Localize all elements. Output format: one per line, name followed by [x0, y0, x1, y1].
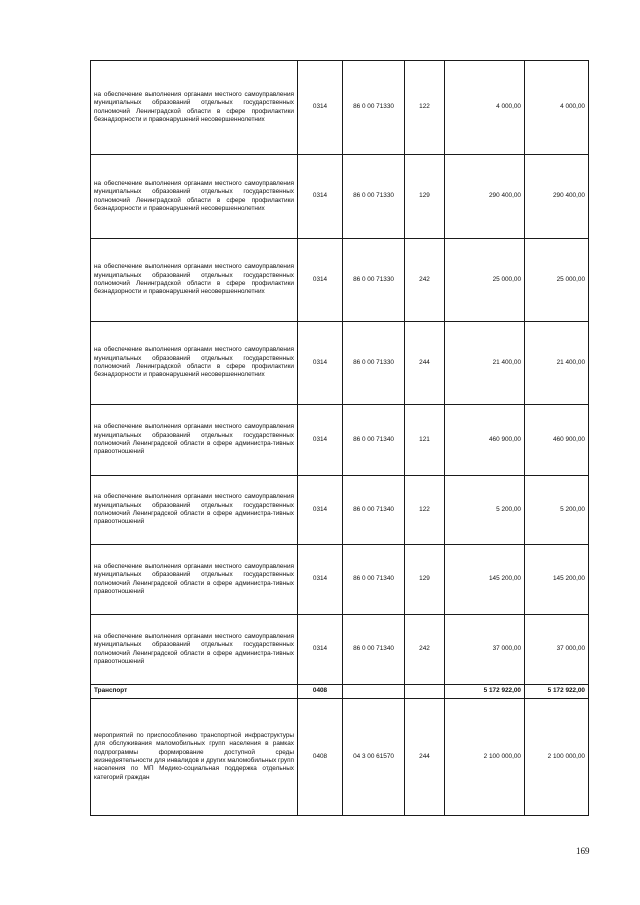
amount-secondary: 460 900,00	[525, 405, 589, 476]
table-row	[91, 239, 589, 322]
target-article-code	[343, 685, 405, 699]
row-description: на обеспечение выполнения органами местного самоуправления муниципальных образований отдельных государственных полномочий Ленинградской области в сфере администра-тивных правоотношений	[91, 545, 298, 615]
amount-secondary: 145 200,00	[525, 545, 589, 615]
section-code: 0314	[298, 239, 343, 322]
table-row	[91, 699, 589, 816]
amount-secondary: 25 000,00	[525, 239, 589, 322]
table-row	[91, 322, 589, 405]
table-row-section-total	[91, 685, 589, 699]
section-title: Транспорт	[91, 685, 298, 699]
amount-primary: 5 172 922,00	[445, 685, 525, 699]
table-row	[91, 61, 589, 155]
target-article-code: 86 0 00 71330	[343, 322, 405, 405]
amount-secondary: 5 172 922,00	[525, 685, 589, 699]
row-description: на обеспечение выполнения органами местного самоуправления муниципальных образований отдельных государственных полномочий Ленинградской области в сфере администра-тивных правоотношений	[91, 405, 298, 476]
section-code: 0314	[298, 322, 343, 405]
amount-primary: 37 000,00	[445, 615, 525, 685]
amount-primary: 2 100 000,00	[445, 699, 525, 816]
expense-type-code: 242	[405, 615, 445, 685]
target-article-code: 04 3 00 61570	[343, 699, 405, 816]
amount-primary: 290 400,00	[445, 155, 525, 239]
target-article-code: 86 0 00 71340	[343, 476, 405, 545]
section-code: 0314	[298, 61, 343, 155]
section-code: 0314	[298, 545, 343, 615]
target-article-code: 86 0 00 71340	[343, 545, 405, 615]
amount-secondary: 21 400,00	[525, 322, 589, 405]
amount-primary: 21 400,00	[445, 322, 525, 405]
amount-secondary: 37 000,00	[525, 615, 589, 685]
target-article-code: 86 0 00 71330	[343, 239, 405, 322]
section-code: 0314	[298, 155, 343, 239]
table-row	[91, 615, 589, 685]
section-code: 0408	[298, 685, 343, 699]
expense-type-code: 129	[405, 155, 445, 239]
row-description: на обеспечение выполнения органами местного самоуправления муниципальных образований отдельных государственных полномочий Ленинградской области в сфере профилактики безнадзорности и правонарушений несовершеннолетних	[91, 239, 298, 322]
budget-table	[90, 60, 589, 816]
amount-secondary: 5 200,00	[525, 476, 589, 545]
table-row	[91, 476, 589, 545]
row-description: на обеспечение выполнения органами местного самоуправления муниципальных образований отдельных государственных полномочий Ленинградской области в сфере профилактики безнадзорности и правонарушений несовершеннолетних	[91, 155, 298, 239]
amount-primary: 460 900,00	[445, 405, 525, 476]
amount-primary: 25 000,00	[445, 239, 525, 322]
row-description: на обеспечение выполнения органами местного самоуправления муниципальных образований отдельных государственных полномочий Ленинградской области в сфере профилактики безнадзорности и правонарушений несовершеннолетних	[91, 61, 298, 155]
row-description: на обеспечение выполнения органами местного самоуправления муниципальных образований отдельных государственных полномочий Ленинградской области в сфере администра-тивных правоотношений	[91, 476, 298, 545]
expense-type-code	[405, 685, 445, 699]
section-code: 0314	[298, 615, 343, 685]
section-code: 0314	[298, 405, 343, 476]
amount-primary: 4 000,00	[445, 61, 525, 155]
target-article-code: 86 0 00 71340	[343, 615, 405, 685]
amount-secondary: 290 400,00	[525, 155, 589, 239]
row-description: на обеспечение выполнения органами местного самоуправления муниципальных образований отдельных государственных полномочий Ленинградской области в сфере администра-тивных правоотношений	[91, 615, 298, 685]
expense-type-code: 122	[405, 61, 445, 155]
section-code: 0408	[298, 699, 343, 816]
page-number: 169	[576, 846, 590, 856]
target-article-code: 86 0 00 71330	[343, 155, 405, 239]
expense-type-code: 244	[405, 699, 445, 816]
expense-type-code: 129	[405, 545, 445, 615]
row-description: на обеспечение выполнения органами местного самоуправления муниципальных образований отдельных государственных полномочий Ленинградской области в сфере профилактики безнадзорности и правонарушений несовершеннолетних	[91, 322, 298, 405]
target-article-code: 86 0 00 71340	[343, 405, 405, 476]
amount-primary: 145 200,00	[445, 545, 525, 615]
target-article-code: 86 0 00 71330	[343, 61, 405, 155]
expense-type-code: 244	[405, 322, 445, 405]
table-row	[91, 545, 589, 615]
row-description: мероприятий по приспособлению транспортной инфраструктуры для обслуживания маломобильных групп населения в рамках подпрограммы формирование доступной среды жизнедеятельности для инвалидов и других маломобильных групп населения по МП Медико-социальная поддержка отдельных категорий граждан	[91, 699, 298, 816]
amount-secondary: 2 100 000,00	[525, 699, 589, 816]
expense-type-code: 242	[405, 239, 445, 322]
amount-primary: 5 200,00	[445, 476, 525, 545]
table-row	[91, 405, 589, 476]
expense-type-code: 122	[405, 476, 445, 545]
amount-secondary: 4 000,00	[525, 61, 589, 155]
expense-type-code: 121	[405, 405, 445, 476]
table-row	[91, 155, 589, 239]
section-code: 0314	[298, 476, 343, 545]
